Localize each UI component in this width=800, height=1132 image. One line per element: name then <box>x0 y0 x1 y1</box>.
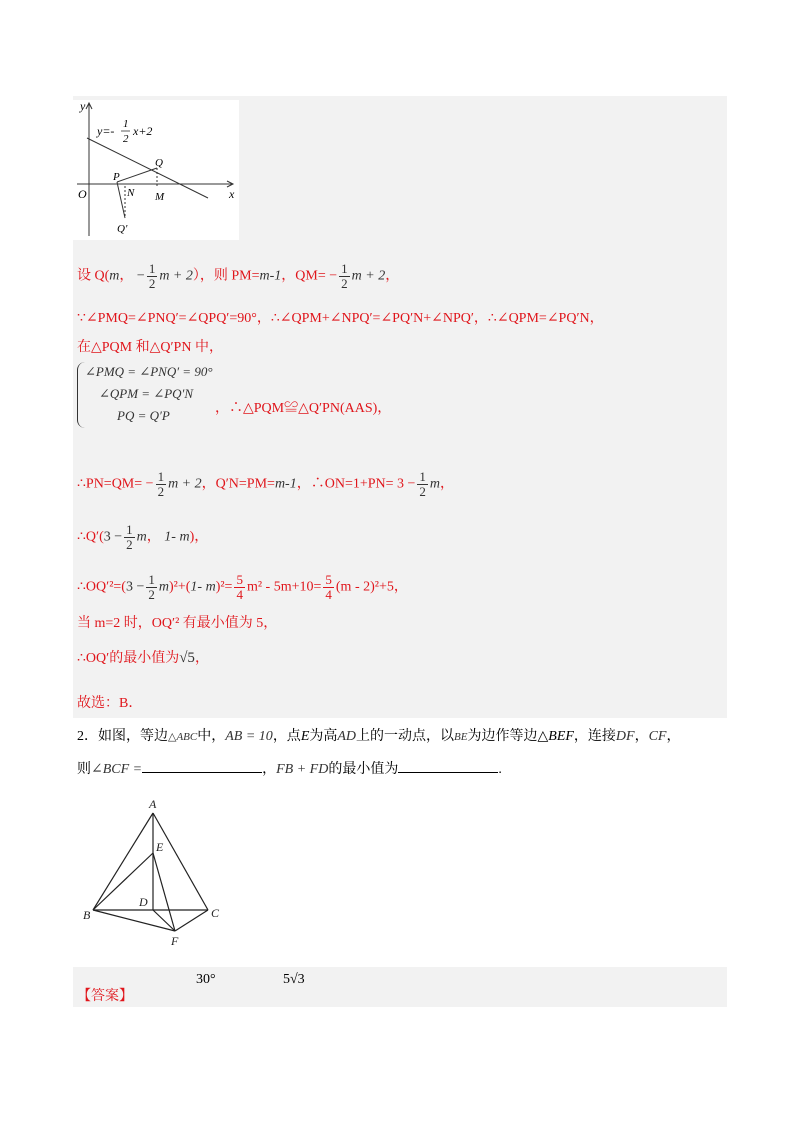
point-P: P <box>113 171 120 183</box>
segment-EF <box>153 853 175 931</box>
point-M: M <box>155 191 165 203</box>
triangle-figure <box>80 795 240 950</box>
segment-BF <box>93 910 175 931</box>
line-graph <box>87 138 208 198</box>
solution-line-9: 故选：B． <box>77 696 143 711</box>
answer-value-1: 30° <box>196 972 216 987</box>
graph-svg <box>73 100 239 240</box>
label-B: B <box>83 908 91 922</box>
answer-blank-1[interactable] <box>142 772 262 773</box>
solution-line-3: 在△PQM 和△Q′PN 中， <box>77 340 223 355</box>
segment-PQ <box>117 168 157 182</box>
point-Q: Q <box>155 157 163 169</box>
origin-label: O <box>78 187 87 201</box>
side-AC <box>153 813 208 910</box>
solution-line-8: ∴OQ′的最小值为√5， <box>77 650 209 666</box>
label-A: A <box>149 797 157 811</box>
label-E: E <box>156 840 164 854</box>
answer-label: 【答案】 <box>77 989 133 1004</box>
question-2-line-2: 则∠BCF = ，FB + FD的最小值为 . <box>77 762 502 777</box>
eq-num: 1 <box>123 118 129 130</box>
eq-prefix: y=- <box>97 124 115 138</box>
solution-line-2: ∵∠PMQ=∠PNQ′=∠QPQ′=90°，∴∠QPM+∠NPQ′=∠PQ′N+∠NPQ′，∴∠QPM=∠PQ′N， <box>77 311 604 326</box>
segment-CF <box>175 910 208 931</box>
point-N: N <box>127 187 135 199</box>
solution-line-5: ∴Q′(3 − $\frac{1}{2}$ m， 1- m)， <box>77 522 209 552</box>
x-label: x <box>229 187 235 201</box>
label-D: D <box>139 895 148 909</box>
eq-suffix: x+2 <box>133 124 153 138</box>
point-Qp: Q' <box>117 223 128 235</box>
label-F: F <box>171 934 179 948</box>
equation-system: ∠PMQ = ∠PNQ′ = 90° ∠QPM = ∠PQ′N PQ = Q′P <box>77 362 277 432</box>
answer-blank-2[interactable] <box>398 772 498 773</box>
label-C: C <box>211 906 220 920</box>
coordinate-graph <box>73 100 239 240</box>
y-label: y <box>80 100 86 113</box>
solution-line-4: ∴PN=QM= − $\frac{1}{2}$ m + 2，Q′N=PM=m-1，∴ON=1+PN= 3 − $\frac{1}{2}$ m， <box>77 469 455 499</box>
answer-bar <box>73 967 727 1007</box>
congruence-conclusion: ，∴△PQM≌△Q′PN(AAS)， <box>215 401 392 416</box>
solution-line-1: 设 Q(m， − $\frac{1}{2}$ m + 2），则 PM=m-1，QM= − $\frac{1}{2}$ m + 2， <box>77 261 400 291</box>
question-2-line-1: 2．如图，等边△ABC中，AB = 10，点E为高AD上的一动点，以BE为边作等边△BEF，连接DF，CF， <box>77 729 681 744</box>
segment-PQp <box>117 182 125 218</box>
solution-line-7: 当 m=2 时，OQ′² 有最小值为 5， <box>77 616 278 631</box>
solution-line-6: ∴OQ′²=(3 − $\frac{1}{2}$ m)²+(1- m)²= $\frac{5}{4}$ m² - 5m+10= $\frac{5}{4}$ (m - 2)²+5， <box>77 572 408 602</box>
answer-value-2: 5√3 <box>283 972 305 987</box>
eq-den: 2 <box>123 133 129 145</box>
